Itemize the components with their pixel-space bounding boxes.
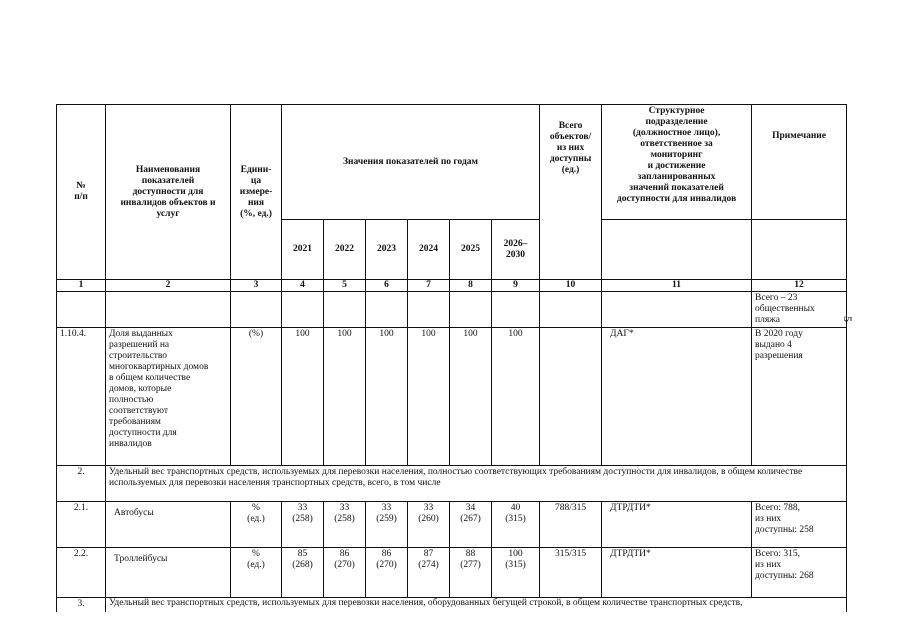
value-2024: 33 (260) — [408, 502, 450, 548]
indicators-table — [56, 104, 847, 612]
header-note: Примечание — [752, 105, 847, 220]
column-number: 6 — [366, 280, 408, 292]
responsible-dept: ДТРДТИ* — [602, 548, 752, 598]
page-number: 5 — [841, 316, 855, 322]
total-objects: 315/315 — [540, 548, 602, 598]
column-number: 1 — [57, 280, 106, 292]
header-year-2023: 2023 — [366, 220, 408, 280]
header-unit: Едини- ца измере- ния (%, ед.) — [231, 105, 282, 280]
header-year-2024: 2024 — [408, 220, 450, 280]
indicator-name: Троллейбусы — [106, 548, 231, 598]
note-cell: Всего – 23 общественных пляжа — [752, 292, 847, 328]
table-row-carry-over — [57, 292, 847, 328]
section-heading: Удельный вес транспортных средств, используемых для перевозки населения, полностью соответствующих требованиям доступности для инвалидов, в общем количестве используемых для перевозки населения транспортных средств, всего, в том числе — [106, 466, 847, 502]
column-number: 3 — [231, 280, 282, 292]
indicator-name: Доля выданных разрешений на строительство многоквартирных домов в общем количестве домов, которые полностью соответствуют требованиям доступности для инвалидов — [106, 328, 231, 466]
value-2024: 100 — [408, 328, 450, 466]
section-heading: Удельный вес транспортных средств, используемых для перевозки населения, оборудованных бегущей строкой, в общем количестве транспортных средств, — [106, 598, 847, 612]
responsible-dept: ДТРДТИ* — [602, 502, 752, 548]
indicator-name: Автобусы — [106, 502, 231, 548]
row-number: 3. — [57, 598, 106, 612]
column-number: 11 — [602, 280, 752, 292]
header-year-2021: 2021 — [282, 220, 324, 280]
unit-cell: (%) — [231, 328, 282, 466]
note-cell: Всего: 315, из них доступны: 268 — [752, 548, 847, 598]
value-2026-2030: 100 (315) — [492, 548, 540, 598]
value-2023: 86 (270) — [366, 548, 408, 598]
column-number: 4 — [282, 280, 324, 292]
value-2024: 87 (274) — [408, 548, 450, 598]
value-2026-2030: 40 (315) — [492, 502, 540, 548]
note-cell: В 2020 году выдано 4 разрешения — [752, 328, 847, 466]
column-number: 8 — [450, 280, 492, 292]
table-row-1-10-4 — [57, 328, 847, 466]
total-objects — [540, 328, 602, 466]
column-number: 12 — [752, 280, 847, 292]
table-row-2-1 — [57, 502, 847, 548]
responsible-dept: ДАГ* — [602, 328, 752, 466]
header-empty-cell-11 — [602, 220, 752, 280]
column-number: 10 — [540, 280, 602, 292]
row-number: 1.10.4. — [57, 328, 106, 466]
table-row-2-2 — [57, 548, 847, 598]
value-2025: 34 (267) — [450, 502, 492, 548]
value-2021: 33 (258) — [282, 502, 324, 548]
column-number-row — [57, 280, 847, 292]
unit-cell: % (ед.) — [231, 548, 282, 598]
column-number: 2 — [106, 280, 231, 292]
value-2021: 100 — [282, 328, 324, 466]
value-2025: 88 (277) — [450, 548, 492, 598]
value-2022: 100 — [324, 328, 366, 466]
header-responsible-dept: Структурное подразделение (должностное лицо), ответственное за мониторинг и достижение запланированных значений показателей доступности для инвалидов — [602, 105, 752, 220]
value-2023: 100 — [366, 328, 408, 466]
table-row-3 — [57, 598, 847, 612]
column-number: 5 — [324, 280, 366, 292]
row-number: 2.2. — [57, 548, 106, 598]
header-number: № п/п — [57, 105, 106, 280]
row-number: 2.1. — [57, 502, 106, 548]
value-2021: 85 (268) — [282, 548, 324, 598]
header-empty-cell-12 — [752, 220, 847, 280]
column-number: 9 — [492, 280, 540, 292]
header-total-objects: Всего объектов/ из них доступны (ед.) — [540, 105, 602, 280]
table-row-2 — [57, 466, 847, 502]
header-year-2022: 2022 — [324, 220, 366, 280]
header-indicator-name: Наименования показателей доступности для инвалидов объектов и услуг — [106, 105, 231, 280]
header-year-2025: 2025 — [450, 220, 492, 280]
value-2025: 100 — [450, 328, 492, 466]
header-years-group: Значения показателей по годам — [282, 105, 540, 220]
value-2022: 33 (258) — [324, 502, 366, 548]
row-number: 2. — [57, 466, 106, 502]
note-cell: Всего: 788, из них доступны: 258 — [752, 502, 847, 548]
header-year-2026-2030: 2026– 2030 — [492, 220, 540, 280]
column-number: 7 — [408, 280, 450, 292]
value-2023: 33 (259) — [366, 502, 408, 548]
total-objects: 788/315 — [540, 502, 602, 548]
value-2022: 86 (270) — [324, 548, 366, 598]
unit-cell: % (ед.) — [231, 502, 282, 548]
value-2026-2030: 100 — [492, 328, 540, 466]
